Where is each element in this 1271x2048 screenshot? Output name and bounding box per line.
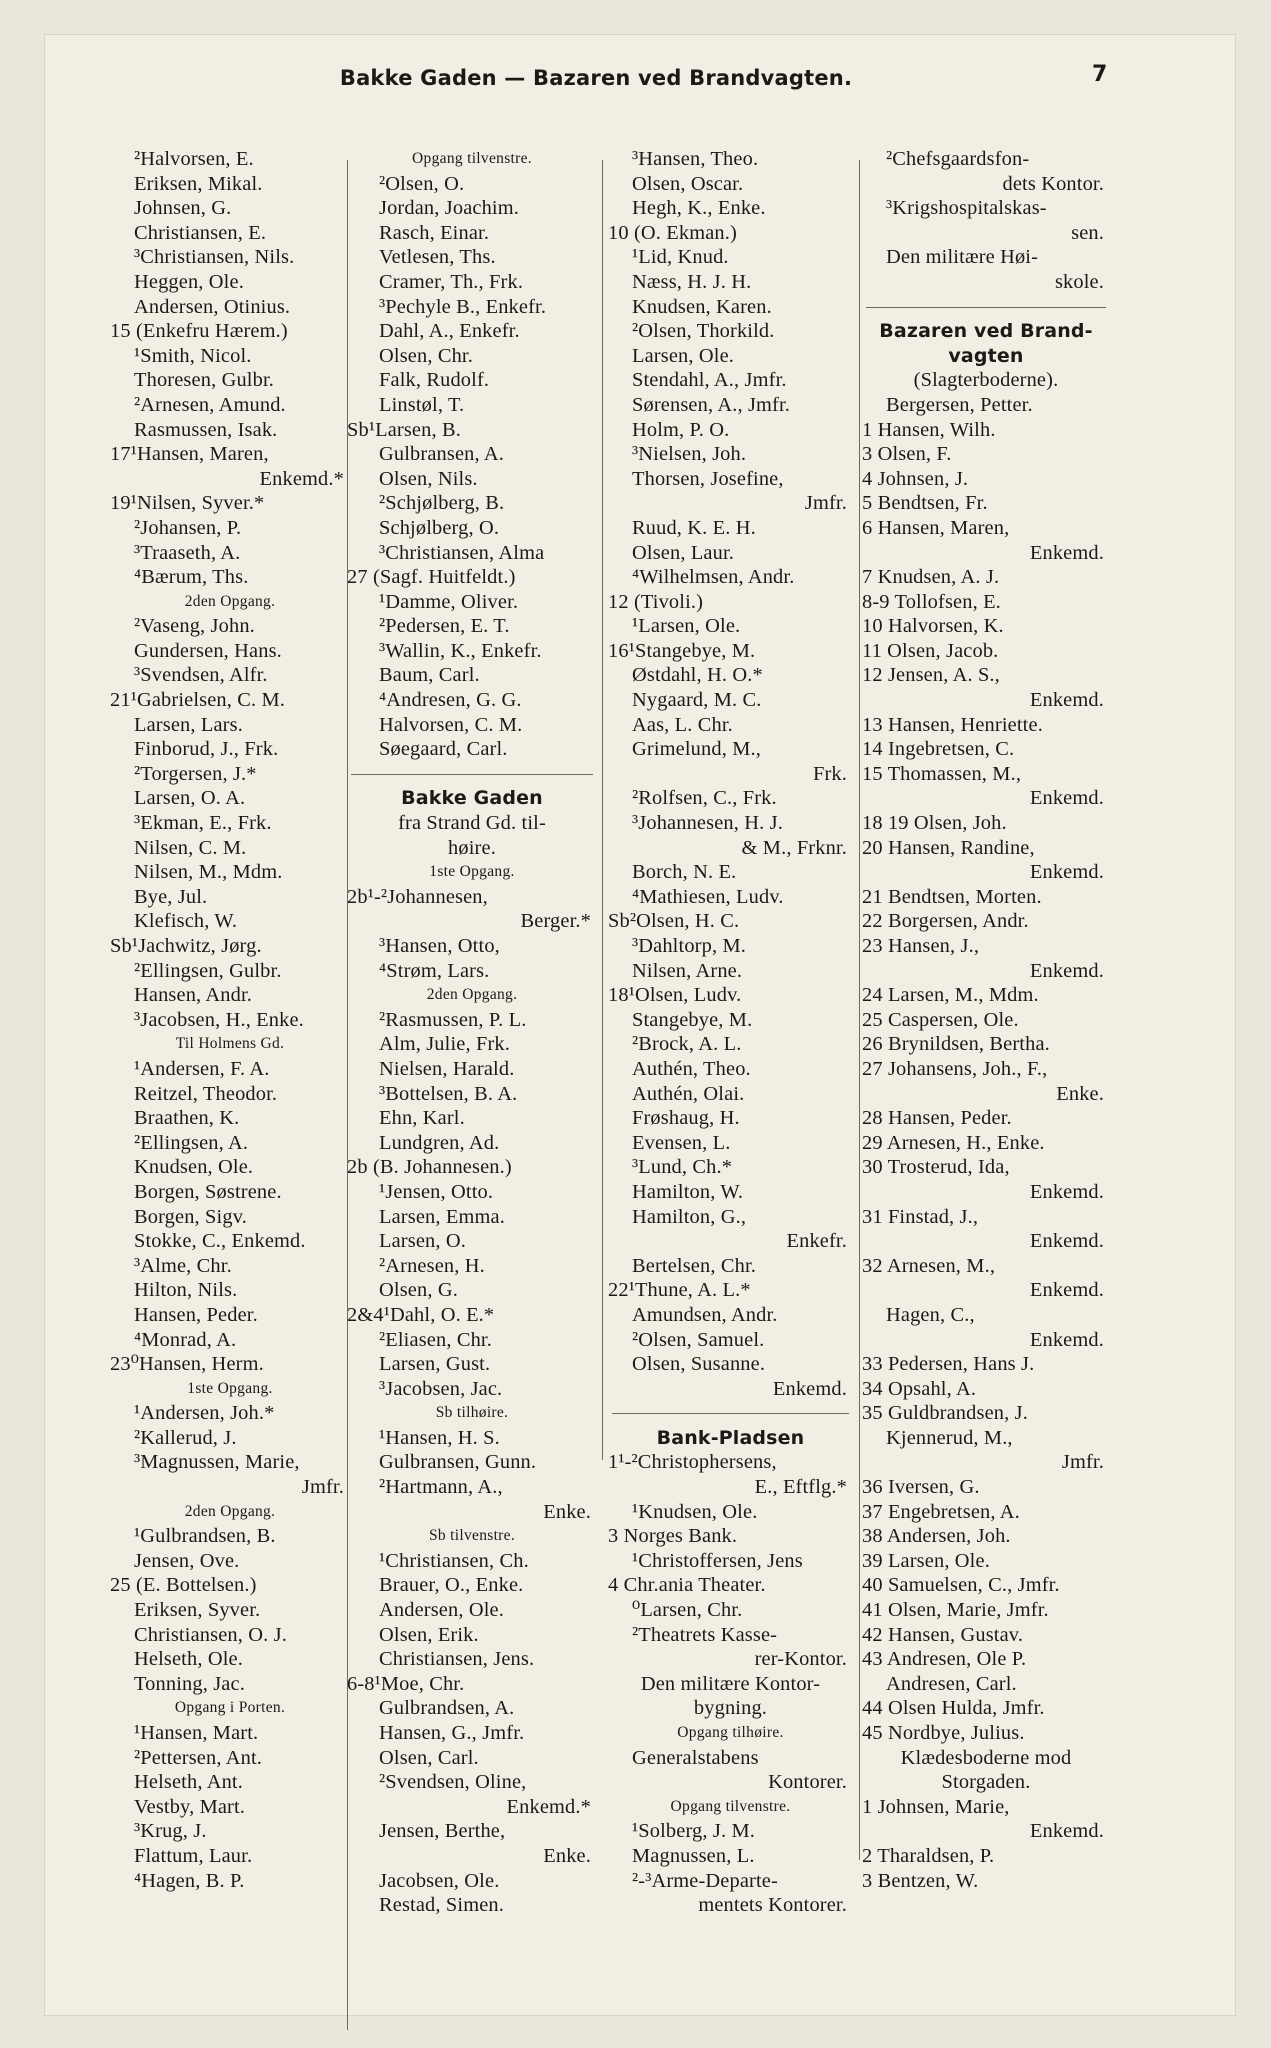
directory-entry: Larsen, Ole.	[632, 344, 735, 367]
directory-entry: 23 Hansen, J.,	[862, 935, 980, 957]
directory-entry: ⁴Andresen, G. G.	[379, 689, 522, 712]
directory-entry: Larsen, O.	[379, 1230, 466, 1253]
directory-entry: ²Torgersen, J.*	[134, 762, 257, 785]
directory-entry: Halvorsen, C. M.	[379, 713, 523, 736]
directory-entry: Tonning, Jac.	[134, 1672, 245, 1695]
directory-entry: Ruud, K. E. H.	[632, 516, 756, 539]
directory-entry: 8-9 Tollofsen, E.	[862, 590, 1001, 613]
directory-entry: Larsen, Emma.	[379, 1205, 505, 1228]
directory-entry: Sb¹Larsen, B.	[347, 418, 461, 441]
directory-entry: 7 Knudsen, A. J.	[862, 566, 1000, 589]
directory-entry: ²-³Arme-Departe-	[632, 1869, 778, 1892]
directory-entry: Authén, Theo.	[632, 1057, 751, 1080]
entry-continuation: Enkemd.	[1029, 1180, 1104, 1203]
directory-entry: ³Wallin, K., Enkefr.	[379, 639, 542, 662]
directory-entry: 2 Tharaldsen, P.	[862, 1844, 995, 1867]
directory-entry: ²Rasmussen, P. L.	[379, 1008, 527, 1031]
directory-entry: Sb²Olsen, H. C.	[608, 910, 740, 933]
directory-entry: Næss, H. J. H.	[632, 270, 752, 293]
directory-entry: 22 Borgersen, Andr.	[862, 910, 1029, 933]
directory-entry: Linstøl, T.	[379, 393, 465, 416]
directory-entry: Olsen, Erik.	[379, 1623, 479, 1646]
section-rule	[347, 762, 597, 787]
directory-entry: ²Pettersen, Ant.	[134, 1746, 263, 1769]
directory-entry: ³Krigshospitalskas-	[886, 197, 1047, 220]
directory-entry: ²Brock, A. L.	[632, 1033, 742, 1056]
directory-entry: ²Ellingsen, Gulbr.	[134, 959, 282, 982]
directory-entry: Borch, N. E.	[632, 861, 737, 884]
directory-entry: Hamilton, G.,	[632, 1205, 747, 1228]
directory-entry: Hamilton, W.	[632, 1180, 744, 1203]
directory-entry: ¹Christiansen, Ch.	[379, 1549, 529, 1572]
directory-entry: 42 Hansen, Gustav.	[862, 1623, 1024, 1646]
directory-entry: Knudsen, Ole.	[134, 1156, 254, 1179]
directory-entry: 25 Caspersen, Ole.	[862, 1008, 1019, 1031]
directory-entry: Thorsen, Josefine,	[632, 467, 784, 490]
directory-entry: 31 Finstad, J.,	[862, 1205, 979, 1228]
section-caption: (Slagterboderne).	[913, 369, 1059, 392]
directory-entry: 6 Hansen, Maren,	[862, 516, 1010, 539]
section-heading: Bank-Pladsen	[656, 1426, 805, 1449]
directory-entry: Sørensen, A., Jmfr.	[632, 393, 791, 416]
section-rule	[608, 1401, 853, 1426]
directory-entry: 19¹Nilsen, Syver.*	[110, 492, 265, 515]
subheading: Opgang tilhøire.	[677, 1724, 784, 1741]
subheading: 1ste Opgang.	[187, 1379, 273, 1397]
directory-entry: 41 Olsen, Marie, Jmfr.	[862, 1599, 1049, 1622]
entry-continuation: Berger.*	[520, 910, 591, 933]
directory-entry: ³Johannesen, H. J.	[632, 812, 783, 835]
directory-entry: ²Olsen, Samuel.	[632, 1328, 765, 1351]
directory-entry: 4 Chr.ania Theater.	[608, 1574, 766, 1597]
directory-entry: Andresen, Carl.	[886, 1672, 1017, 1695]
directory-entry: 24 Larsen, M., Mdm.	[862, 984, 1039, 1007]
directory-entry: Bertelsen, Chr.	[632, 1254, 757, 1277]
directory-entry: Jensen, Berthe,	[379, 1820, 506, 1843]
entry-continuation: Enkemd.	[1029, 861, 1104, 884]
directory-entry: Andersen, Ole.	[379, 1599, 504, 1622]
directory-entry: 22¹Thune, A. L.*	[608, 1279, 751, 1302]
directory-entry: ²Kallerud, J.	[134, 1426, 237, 1449]
directory-entry: ¹Andersen, Joh.*	[134, 1402, 275, 1425]
directory-entry: Stendahl, A., Jmfr.	[632, 369, 787, 392]
directory-entry: Brauer, O., Enke.	[379, 1574, 524, 1597]
directory-entry: Nygaard, M. C.	[632, 689, 762, 712]
directory-entry: 14 Ingebretsen, C.	[862, 738, 1015, 761]
directory-entry: Hegh, K., Enke.	[632, 197, 766, 220]
directory-entry: Søegaard, Carl.	[379, 738, 508, 761]
directory-entry: 39 Larsen, Ole.	[862, 1549, 990, 1572]
section-caption: Storgaden.	[941, 1771, 1031, 1794]
directory-entry: 27 Johansens, Joh., F.,	[862, 1057, 1048, 1080]
directory-entry: 2b¹-²Johannesen,	[347, 885, 488, 908]
directory-entry: 25 (E. Bottelsen.)	[110, 1574, 257, 1597]
directory-entry: 18¹Olsen, Ludv.	[608, 984, 742, 1007]
entry-continuation: Enkefr.	[786, 1230, 847, 1253]
directory-entry: Bye, Jul.	[134, 885, 208, 908]
directory-entry: Amundsen, Andr.	[632, 1303, 778, 1326]
directory-entry: ³Ekman, E., Frk.	[134, 812, 272, 835]
directory-entry: 29 Arnesen, H., Enke.	[862, 1131, 1045, 1154]
directory-entry: ³Christiansen, Nils.	[134, 246, 295, 269]
section-heading: vagten	[948, 344, 1024, 367]
directory-entry: 17¹Hansen, Maren,	[110, 443, 269, 466]
entry-continuation: Jmfr.	[301, 1476, 344, 1499]
directory-entry: ²Halvorsen, E.	[134, 148, 254, 170]
directory-entry: Olsen, Carl.	[379, 1746, 479, 1769]
section-caption: høire.	[448, 836, 496, 859]
directory-entry: Ehn, Karl.	[379, 1107, 465, 1130]
directory-entry: 15 Thomassen, M.,	[862, 762, 1022, 785]
directory-entry: ³Hansen, Theo.	[632, 148, 759, 170]
section-rule	[862, 295, 1110, 320]
directory-entry: ¹Andersen, F. A.	[134, 1057, 270, 1080]
directory-entry: Dahl, A., Enkefr.	[379, 320, 520, 343]
directory-entry: Olsen, Oscar.	[632, 172, 744, 195]
directory-entry: Restad, Simen.	[379, 1894, 505, 1917]
directory-entry: ²Chefsgaardsfon-	[886, 148, 1030, 170]
directory-entry: 35 Guldbrandsen, J.	[862, 1402, 1028, 1425]
directory-entry: Aas, L. Chr.	[632, 713, 733, 736]
directory-entry: Helseth, Ant.	[134, 1771, 243, 1794]
directory-entry: Gulbransen, A.	[379, 443, 504, 466]
entry-continuation: skole.	[1054, 270, 1104, 293]
directory-entry: Falk, Rudolf.	[379, 369, 490, 392]
entry-continuation: Enke.	[543, 1844, 591, 1867]
directory-entry: Hansen, G., Jmfr.	[379, 1722, 525, 1744]
directory-entry: 3 Olsen, F.	[862, 443, 952, 466]
directory-entry: Cramer, Th., Frk.	[379, 270, 524, 293]
directory-entry: 15 (Enkefru Hærem.)	[110, 320, 288, 343]
directory-entry: ¹Gulbrandsen, B.	[134, 1525, 276, 1548]
directory-entry: Vetlesen, Ths.	[379, 246, 496, 269]
directory-entry: Helseth, Ole.	[134, 1648, 243, 1671]
directory-entry: Gulbransen, Gunn.	[379, 1451, 537, 1474]
entry-continuation: Kontorer.	[768, 1771, 847, 1794]
directory-entry: Knudsen, Karen.	[632, 295, 772, 318]
directory-entry: ³Magnussen, Marie,	[134, 1451, 300, 1474]
directory-entry: ³Jacobsen, Jac.	[379, 1377, 503, 1400]
directory-entry: ²Arnesen, H.	[379, 1254, 485, 1277]
directory-column-4	[862, 147, 1110, 1893]
directory-entry: Hagen, C.,	[886, 1303, 975, 1326]
directory-entry: Larsen, Lars.	[134, 713, 243, 736]
directory-column-3	[608, 147, 853, 1918]
directory-entry: ²Johansen, P.	[134, 516, 242, 539]
directory-entry: Authén, Olai.	[632, 1082, 745, 1105]
directory-entry: Evensen, L.	[632, 1131, 731, 1154]
entry-continuation: Enkemd.	[1029, 1820, 1104, 1843]
section-caption: bygning.	[693, 1697, 768, 1720]
section-caption: fra Strand Gd. til-	[398, 812, 546, 835]
directory-entry: ³Pechyle B., Enkefr.	[379, 295, 547, 318]
directory-entry: Schjølberg, O.	[379, 516, 500, 539]
directory-entry: 34 Opsahl, A.	[862, 1377, 977, 1400]
directory-entry: ³Dahltorp, M.	[632, 935, 746, 957]
directory-entry: Gundersen, Hans.	[134, 639, 282, 662]
directory-entry: ³Lund, Ch.*	[632, 1156, 733, 1179]
directory-entry: 11 Olsen, Jacob.	[862, 639, 999, 662]
directory-entry: ²Theatrets Kasse-	[632, 1623, 778, 1646]
directory-entry: Olsen, Chr.	[379, 344, 473, 367]
directory-entry: ⁴Hagen, B. P.	[134, 1869, 245, 1892]
directory-entry: 3 Norges Bank.	[608, 1525, 738, 1548]
directory-entry: Bergersen, Petter.	[886, 393, 1033, 416]
directory-entry: ³Krug, J.	[134, 1820, 207, 1843]
column-divider	[602, 160, 603, 1460]
directory-entry: ¹Damme, Oliver.	[379, 590, 519, 613]
directory-entry: 27 (Sagf. Huitfeldt.)	[347, 566, 516, 589]
directory-entry: 26 Brynildsen, Bertha.	[862, 1033, 1050, 1056]
section-caption: Klædesboderne mod	[900, 1746, 1072, 1769]
entry-continuation: Enkemd.	[1029, 541, 1104, 564]
subheading: Til Holmens Gd.	[175, 1035, 285, 1053]
entry-continuation: Enkemd.	[1029, 787, 1104, 810]
entry-continuation: dets Kontor.	[1002, 172, 1104, 195]
directory-entry: Christiansen, O. J.	[134, 1623, 287, 1646]
entry-continuation: Enkemd.	[1029, 1328, 1104, 1351]
directory-entry: Braathen, K.	[134, 1107, 240, 1130]
directory-entry: 44 Olsen Hulda, Jmfr.	[862, 1697, 1045, 1720]
directory-entry: Baum, Carl.	[379, 664, 480, 687]
directory-entry: 1 Johnsen, Marie,	[862, 1795, 1010, 1818]
directory-entry: 3 Bentzen, W.	[862, 1869, 979, 1892]
directory-entry: Magnussen, L.	[632, 1844, 755, 1867]
directory-entry: 40 Samuelsen, C., Jmfr.	[862, 1574, 1060, 1597]
directory-entry: Johnsen, G.	[134, 197, 232, 220]
directory-entry: ³Svendsen, Alfr.	[134, 664, 268, 687]
subheading: Sb tilvenstre.	[429, 1527, 515, 1545]
directory-entry: 18 19 Olsen, Joh.	[862, 812, 1007, 835]
directory-entry: ¹Lid, Knud.	[632, 246, 729, 269]
directory-entry: 1¹-²Christophersens,	[608, 1451, 777, 1474]
subheading: 2den Opgang.	[426, 986, 518, 1004]
directory-entry: Olsen, G.	[379, 1279, 458, 1302]
directory-entry: ¹Larsen, Ole.	[632, 615, 741, 638]
directory-entry: ¹Hansen, Mart.	[134, 1722, 259, 1744]
directory-entry: ²Hartmann, A.,	[379, 1476, 503, 1499]
directory-entry: 21¹Gabrielsen, C. M.	[110, 689, 286, 712]
directory-entry: Nilsen, M., Mdm.	[134, 861, 283, 884]
directory-entry: Jensen, Ove.	[134, 1549, 240, 1572]
directory-entry: 37 Engebretsen, A.	[862, 1500, 1020, 1523]
directory-entry: ³Alme, Chr.	[134, 1254, 232, 1277]
entry-continuation: Enkemd.*	[506, 1795, 591, 1818]
directory-entry: 23⁰Hansen, Herm.	[110, 1353, 264, 1376]
directory-entry: Hansen, Andr.	[134, 984, 253, 1007]
entry-continuation: Jmfr.	[804, 492, 847, 515]
directory-entry: 13 Hansen, Henriette.	[862, 713, 1043, 736]
directory-entry: 4 Johnsen, J.	[862, 467, 969, 490]
directory-entry: ³Traaseth, A.	[134, 541, 241, 564]
directory-entry: Gulbrandsen, A.	[379, 1697, 515, 1720]
entry-continuation: Frk.	[812, 762, 847, 785]
entry-continuation: Enkemd.	[772, 1377, 847, 1400]
directory-entry: ⁴Mathiesen, Ludv.	[632, 885, 784, 908]
directory-entry: Kjennerud, M.,	[886, 1426, 1013, 1449]
directory-entry: ³Nielsen, Joh.	[632, 443, 747, 466]
directory-entry: Jacobsen, Ole.	[379, 1869, 500, 1892]
directory-entry: Olsen, Susanne.	[632, 1353, 766, 1376]
directory-entry: 2b (B. Johannesen.)	[347, 1156, 512, 1179]
directory-entry: Eriksen, Mikal.	[134, 172, 263, 195]
directory-entry: 21 Bendtsen, Morten.	[862, 885, 1042, 908]
entry-continuation: Enkemd.	[1029, 1230, 1104, 1253]
directory-entry: Den militære Høi-	[886, 246, 1039, 269]
subheading: 1ste Opgang.	[429, 863, 515, 881]
directory-entry: ¹Smith, Nicol.	[134, 344, 252, 367]
directory-entry: ¹Solberg, J. M.	[632, 1820, 755, 1843]
entry-continuation: sen.	[1071, 221, 1104, 244]
directory-entry: Christiansen, E.	[134, 221, 267, 244]
directory-column-2	[347, 147, 597, 1918]
directory-entry: Reitzel, Theodor.	[134, 1082, 278, 1105]
directory-entry: Eriksen, Syver.	[134, 1599, 261, 1622]
directory-entry: ²Pedersen, E. T.	[379, 615, 510, 638]
directory-entry: Thoresen, Gulbr.	[134, 369, 275, 392]
directory-entry: Hansen, Peder.	[134, 1303, 258, 1326]
directory-entry: ²Eliasen, Chr.	[379, 1328, 492, 1351]
directory-entry: 45 Nordbye, Julius.	[862, 1722, 1025, 1744]
directory-entry: ¹Knudsen, Ole.	[632, 1500, 758, 1523]
directory-entry: Hilton, Nils.	[134, 1279, 238, 1302]
directory-entry: Nielsen, Harald.	[379, 1057, 515, 1080]
entry-continuation: & M., Frknr.	[741, 836, 847, 859]
directory-entry: Olsen, Nils.	[379, 467, 478, 490]
directory-entry: Heggen, Ole.	[134, 270, 244, 293]
directory-entry: Sb¹Jachwitz, Jørg.	[110, 935, 262, 957]
directory-entry: ⁴Bærum, Ths.	[134, 566, 249, 589]
entry-continuation: Jmfr.	[1061, 1451, 1104, 1474]
entry-continuation: mentets Kontorer.	[698, 1894, 847, 1917]
directory-entry: Nilsen, C. M.	[134, 836, 247, 859]
directory-entry: ⁴Wilhelmsen, Andr.	[632, 566, 795, 589]
directory-entry: 36 Iversen, G.	[862, 1476, 980, 1499]
directory-column-1	[110, 147, 350, 1893]
entry-continuation: Enkemd.	[1029, 689, 1104, 712]
directory-entry: ²Schjølberg, B.	[379, 492, 505, 515]
directory-entry: ²Olsen, O.	[379, 172, 465, 195]
directory-entry: ⁴Monrad, A.	[134, 1328, 237, 1351]
entry-continuation: Enkemd.	[1029, 1279, 1104, 1302]
directory-entry: Christiansen, Jens.	[379, 1648, 535, 1671]
directory-entry: Klefisch, W.	[134, 910, 238, 933]
directory-entry: Generalstabens	[632, 1746, 759, 1769]
directory-entry: 12 (Tivoli.)	[608, 590, 704, 613]
subheading: 2den Opgang.	[184, 1502, 276, 1520]
directory-entry: ¹Christoffersen, Jens	[632, 1549, 803, 1572]
directory-entry: ²Ellingsen, A.	[134, 1131, 249, 1154]
directory-entry: 43 Andresen, Ole P.	[862, 1648, 1027, 1671]
directory-entry: ³Bottelsen, B. A.	[379, 1082, 518, 1105]
directory-entry: ⁴Strøm, Lars.	[379, 959, 490, 982]
subheading: Opgang i Porten.	[174, 1699, 286, 1717]
directory-entry: ³Christiansen, Alma	[379, 541, 545, 564]
directory-entry: Borgen, Sigv.	[134, 1205, 247, 1228]
directory-entry: Holm, P. O.	[632, 418, 730, 441]
directory-entry: ²Arnesen, Amund.	[134, 393, 286, 416]
subheading: Opgang tilvenstre.	[412, 150, 532, 167]
directory-entry: Stangebye, M.	[632, 1008, 753, 1031]
page-number: 7	[1092, 62, 1108, 87]
directory-entry: ²Rolfsen, C., Frk.	[632, 787, 777, 810]
subheading: 2den Opgang.	[184, 592, 276, 610]
directory-entry: Larsen, Gust.	[379, 1353, 491, 1376]
directory-entry: Finborud, J., Frk.	[134, 738, 279, 761]
directory-entry: ¹Hansen, H. S.	[379, 1426, 500, 1449]
directory-entry: Frøshaug, H.	[632, 1107, 740, 1130]
directory-entry: Stokke, C., Enkemd.	[134, 1230, 306, 1253]
directory-entry: Rasch, Einar.	[379, 221, 490, 244]
directory-entry: Olsen, Laur.	[632, 541, 735, 564]
directory-entry: 20 Hansen, Randine,	[862, 836, 1035, 859]
section-caption: Den militære Kontor-	[640, 1672, 821, 1695]
directory-entry: 6-8¹Moe, Chr.	[347, 1672, 465, 1695]
directory-entry: 10 Halvorsen, K.	[862, 615, 1004, 638]
directory-entry: 10 (O. Ekman.)	[608, 221, 737, 244]
directory-entry: Lundgren, Ad.	[379, 1131, 500, 1154]
entry-continuation: rer-Kontor.	[754, 1648, 847, 1671]
directory-entry: 32 Arnesen, M.,	[862, 1254, 996, 1277]
directory-entry: 16¹Stangebye, M.	[608, 639, 756, 662]
directory-entry: ⁰Larsen, Chr.	[632, 1599, 743, 1622]
directory-entry: 38 Andersen, Joh.	[862, 1525, 1011, 1548]
directory-entry: ³Jacobsen, H., Enke.	[134, 1008, 304, 1031]
directory-entry: 1 Hansen, Wilh.	[862, 418, 996, 441]
entry-continuation: Enke.	[1056, 1082, 1104, 1105]
directory-entry: Vestby, Mart.	[134, 1795, 246, 1818]
directory-entry: 2&4¹Dahl, O. E.*	[347, 1303, 495, 1326]
subheading: Sb tilhøire.	[435, 1404, 509, 1422]
column-divider	[859, 160, 860, 1860]
directory-entry: Andersen, Otinius.	[134, 295, 291, 318]
entry-continuation: Enkemd.	[1029, 959, 1104, 982]
directory-entry: Grimelund, M.,	[632, 738, 761, 761]
section-heading: Bakke Gaden	[401, 787, 543, 810]
directory-entry: 30 Trosterud, Ida,	[862, 1156, 1010, 1179]
directory-entry: ²Svendsen, Oline,	[379, 1771, 527, 1794]
directory-entry: Larsen, O. A.	[134, 787, 246, 810]
entry-continuation: Enkemd.*	[259, 467, 344, 490]
directory-entry: ²Vaseng, John.	[134, 615, 255, 638]
directory-entry: Rasmussen, Isak.	[134, 418, 278, 441]
directory-entry: Nilsen, Arne.	[632, 959, 743, 982]
page-header: Bakke Gaden — Bazaren ved Brandvagten.	[339, 66, 853, 90]
directory-entry: Jordan, Joachim.	[379, 197, 520, 220]
directory-entry: ³Hansen, Otto,	[379, 935, 500, 957]
directory-entry: 33 Pedersen, Hans J.	[862, 1353, 1035, 1376]
subheading: Opgang tilvenstre.	[670, 1797, 791, 1815]
directory-entry: 28 Hansen, Peder.	[862, 1107, 1012, 1130]
entry-continuation: Enke.	[543, 1500, 591, 1523]
entry-continuation: E., Eftflg.*	[754, 1476, 847, 1499]
directory-entry: ²Olsen, Thorkild.	[632, 320, 775, 343]
section-heading: Bazaren ved Brand-	[879, 320, 1093, 343]
directory-entry: Flattum, Laur.	[134, 1844, 253, 1867]
directory-entry: ¹Jensen, Otto.	[379, 1180, 494, 1203]
directory-entry: Alm, Julie, Frk.	[379, 1033, 510, 1056]
directory-entry: 12 Jensen, A. S.,	[862, 664, 1000, 687]
directory-entry: Borgen, Søstrene.	[134, 1180, 282, 1203]
directory-entry: 5 Bendtsen, Fr.	[862, 492, 988, 515]
directory-entry: Østdahl, H. O.*	[632, 664, 763, 687]
